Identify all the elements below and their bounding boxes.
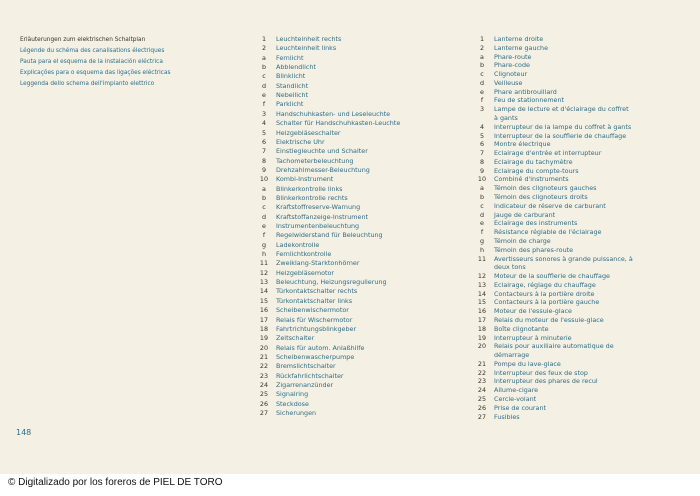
- item-label: Handschuhkasten- und Leseleuchte: [276, 109, 391, 118]
- item-number: c: [262, 72, 266, 81]
- item-label: Leuchteinheit rechts: [276, 35, 342, 43]
- item-number: 11: [477, 254, 487, 263]
- item-label: Phare-route: [494, 52, 532, 61]
- item-number: 16: [477, 307, 487, 316]
- item-number: c: [480, 201, 484, 210]
- item-number: 21: [259, 352, 269, 361]
- item-label: Heizgebläsemotor: [276, 268, 335, 277]
- item-label: à gants: [494, 114, 518, 123]
- footer-credit: © Digitalizado por los foreros de PIEL DE TORO: [8, 477, 223, 488]
- item-number: 9: [479, 166, 485, 175]
- item-number: e: [262, 91, 266, 100]
- title-portuguese: Explicações para o esquema das ligações eléctricas: [20, 70, 171, 77]
- item-label: Steckdose: [276, 399, 309, 408]
- title-french: Légende du schéma des canalisations électriques: [20, 48, 165, 55]
- item-label: Schalter für Handschuhkasten-Leuchte: [276, 119, 401, 128]
- item-number: 26: [259, 399, 269, 408]
- item-label: démarrage: [494, 351, 530, 360]
- item-label: Zweiklang-Starktonhörner: [276, 259, 360, 268]
- item-label: Avertisseurs sonores à grande puissance, à: [494, 254, 633, 263]
- item-number: 25: [477, 394, 487, 403]
- item-label: Abblendlicht: [276, 63, 316, 72]
- item-label: Fernlicht: [276, 53, 304, 62]
- item-label: Leuchteinheit links: [276, 44, 337, 53]
- item-number: 5: [479, 131, 485, 140]
- item-number: 8: [479, 157, 485, 166]
- item-label: Regelwiderstand für Beleuchtung: [276, 231, 383, 240]
- item-label: Blinklicht: [276, 72, 306, 81]
- item-label: Türkontaktschalter rechts: [276, 287, 358, 296]
- item-label: Kraftstoffanzeige-Instrument: [276, 212, 369, 221]
- item-number: 17: [259, 315, 269, 324]
- item-number: a: [262, 184, 266, 193]
- item-label: Kraftstoffreserve-Warnung: [276, 203, 361, 212]
- item-number: 12: [477, 272, 487, 281]
- item-label: Allume-cigare: [494, 386, 539, 395]
- item-label: Blinkerkontrolle links: [276, 184, 343, 193]
- item-number: 14: [477, 289, 487, 298]
- item-label: Témoin de charge: [494, 236, 551, 245]
- item-label: Bremslichtschalter: [276, 362, 336, 371]
- item-label: Scheibenwischermotor: [276, 306, 349, 315]
- item-number: 21: [477, 359, 487, 368]
- item-number: g: [479, 236, 485, 245]
- item-number: 4: [261, 119, 267, 128]
- item-number: 24: [259, 380, 269, 389]
- item-label: Cercle-volant: [494, 394, 537, 403]
- item-number: e: [480, 219, 484, 228]
- item-label: Interrupteur de la soufflerie de chauffage: [494, 131, 627, 140]
- item-number: 19: [259, 334, 269, 343]
- item-number: b: [261, 193, 267, 202]
- item-label: Témoin des clignoteurs gauches: [494, 184, 597, 193]
- item-number: 10: [477, 175, 487, 184]
- item-number: 11: [259, 259, 269, 268]
- item-number: 3: [261, 109, 267, 118]
- item-label: Pompe du lave-glace: [494, 359, 561, 368]
- item-number: c: [480, 70, 484, 79]
- item-number: 5: [261, 128, 267, 137]
- item-number: a: [262, 53, 266, 62]
- item-label: Interrupteur à minuterie: [494, 333, 572, 342]
- item-label: Moteur de la soufflerie de chauffage: [494, 272, 610, 281]
- item-label: Lanterne droite: [494, 35, 544, 43]
- item-number: b: [261, 63, 267, 72]
- item-number: f: [262, 231, 266, 240]
- item-label: Blinkerkontrolle rechts: [276, 193, 348, 202]
- item-number: d: [261, 81, 267, 90]
- item-number: 15: [477, 298, 487, 307]
- item-label: Moteur de l'essuie-glace: [494, 307, 572, 316]
- item-label: Jauge de carburant: [494, 210, 556, 219]
- item-label: Eclairage du compte-tours: [494, 166, 579, 175]
- item-label: Beleuchtung, Heizungsregulierung: [276, 278, 387, 287]
- item-label: Fernlichtkontrolle: [276, 250, 332, 259]
- item-number: 25: [259, 390, 269, 399]
- item-label: Eclairage des instruments: [494, 219, 578, 228]
- item-label: Parklicht: [276, 100, 304, 109]
- item-number: d: [261, 212, 267, 221]
- item-label: Drehzahlmesser-Beleuchtung: [276, 165, 370, 174]
- item-number: 9: [261, 165, 267, 174]
- item-number: 27: [477, 412, 487, 421]
- item-number: 15: [259, 296, 269, 305]
- item-label: Instrumentenbeleuchtung: [276, 222, 360, 230]
- item-number: 17: [477, 315, 487, 324]
- item-number: 23: [259, 371, 269, 380]
- item-number: 2: [261, 44, 267, 53]
- item-number: e: [262, 222, 266, 230]
- item-number: 1: [261, 35, 267, 43]
- item-number: 23: [477, 377, 487, 386]
- item-label: Tachometerbeleuchtung: [276, 156, 354, 165]
- item-number: 7: [261, 147, 267, 156]
- item-number: 18: [259, 324, 269, 333]
- item-number: 24: [477, 386, 487, 395]
- item-number: c: [262, 203, 266, 212]
- item-label: Témoin des clignoteurs droits: [494, 193, 588, 202]
- item-label: Interrupteur des feux de stop: [494, 368, 588, 377]
- item-label: Lampe de lecture et d'éclairage du coffret: [494, 105, 629, 114]
- item-number: h: [479, 245, 485, 254]
- item-label: Combiné d'instruments: [494, 175, 569, 184]
- item-label: Ladekontrolle: [276, 240, 320, 249]
- item-number: g: [261, 240, 267, 249]
- item-number: 16: [259, 306, 269, 315]
- item-number: 13: [477, 280, 487, 289]
- item-number: f: [262, 100, 266, 109]
- item-label: Scheibenwascherpumpe: [276, 352, 355, 361]
- item-label: Indicateur de réserve de carburant: [494, 201, 606, 210]
- item-label: Feu de stationnement: [494, 96, 565, 105]
- item-number: f: [480, 228, 484, 237]
- item-number: 18: [477, 324, 487, 333]
- title-german: Erläuterungen zum elektrischen Schaltplan: [20, 37, 146, 43]
- item-label: Témoin des phares-route: [494, 245, 574, 254]
- item-number: 27: [259, 409, 269, 417]
- item-number: 10: [259, 175, 269, 184]
- item-number: f: [480, 96, 484, 105]
- item-label: Zigarrenanzünder: [276, 380, 334, 389]
- item-number: 6: [479, 140, 485, 149]
- item-number: 3: [479, 105, 485, 114]
- footer-banner: [0, 474, 700, 496]
- item-label: Eclairage d'entrée et interrupteur: [494, 149, 602, 158]
- item-number: h: [261, 250, 267, 259]
- item-number: b: [479, 61, 485, 70]
- item-label: Lanterne gauche: [494, 43, 549, 52]
- item-label: Fusibles: [494, 412, 520, 421]
- item-label: Clignoteur: [494, 70, 528, 79]
- item-label: Phare-code: [494, 61, 530, 70]
- item-number: 14: [259, 287, 269, 296]
- item-label: Relais für Wischermotor: [276, 315, 353, 324]
- item-label: Phare antibrouillard: [494, 87, 557, 96]
- item-label: Relais pour auxiliaire automatique de: [494, 342, 614, 351]
- item-number: d: [479, 78, 485, 87]
- item-label: Eclairage du tachymètre: [494, 157, 573, 166]
- item-number: 20: [477, 342, 487, 351]
- item-label: Rückfahrlichtschalter: [276, 371, 344, 380]
- item-number: a: [480, 184, 484, 193]
- item-label: Sicherungen: [276, 409, 317, 417]
- item-label: Contacteurs à la portière gauche: [494, 298, 600, 307]
- item-number: a: [480, 52, 484, 61]
- item-label: Eclairage, réglage du chauffage: [494, 280, 596, 289]
- item-label: Relais du moteur de l'essuie-glace: [494, 315, 604, 324]
- item-number: b: [479, 193, 485, 202]
- item-label: Montre électrique: [494, 140, 551, 149]
- item-number: 22: [477, 368, 487, 377]
- item-label: Boîte clignotante: [494, 324, 549, 333]
- item-number: 13: [259, 278, 269, 287]
- item-label: Nebellicht: [276, 91, 309, 100]
- legend-titles: [20, 37, 250, 92]
- item-label: Relais für autom. Anlaßhilfe: [276, 343, 365, 352]
- page-number: 148: [16, 428, 32, 437]
- item-number: 19: [477, 333, 487, 342]
- item-label: Einstiegleuchte und Schalter: [276, 147, 368, 156]
- title-italian: Leggenda dello schema dell'impianto elettrico: [20, 81, 155, 88]
- item-label: Interrupteur de la lampe du coffret à gants: [494, 122, 632, 131]
- item-number: 8: [261, 156, 267, 165]
- item-label: deux tons: [494, 263, 526, 272]
- item-label: Contacteurs à la portière droite: [494, 289, 595, 298]
- item-label: Standlicht: [276, 81, 309, 90]
- item-label: Signalring: [276, 390, 309, 399]
- item-label: Zeitschalter: [276, 334, 315, 343]
- item-label: Elektrische Uhr: [276, 137, 325, 146]
- item-label: Heizgebläseschalter: [276, 128, 341, 137]
- title-spanish: Pauta para el esquema de la instalación eléctrica: [20, 59, 163, 66]
- item-number: 20: [259, 343, 269, 352]
- item-number: 2: [479, 43, 485, 52]
- item-number: 7: [479, 149, 485, 158]
- item-number: 26: [477, 403, 487, 412]
- item-number: 6: [261, 137, 267, 146]
- item-label: Türkontaktschalter links: [276, 296, 353, 305]
- item-number: e: [480, 87, 484, 96]
- item-number: 4: [479, 122, 485, 131]
- item-label: Résistance réglable de l'éclairage: [494, 228, 602, 237]
- item-label: Interrupteur des phares de recul: [494, 377, 598, 386]
- item-label: Veilleuse: [494, 78, 523, 87]
- item-label: Prise de courant: [494, 403, 547, 412]
- item-number: 22: [259, 362, 269, 371]
- item-label: Fahrtrichtungsblinkgeber: [276, 324, 357, 333]
- item-number: d: [479, 210, 485, 219]
- item-number: 1: [479, 35, 485, 43]
- item-label: Kombi-Instrument: [276, 175, 334, 184]
- item-number: 12: [259, 268, 269, 277]
